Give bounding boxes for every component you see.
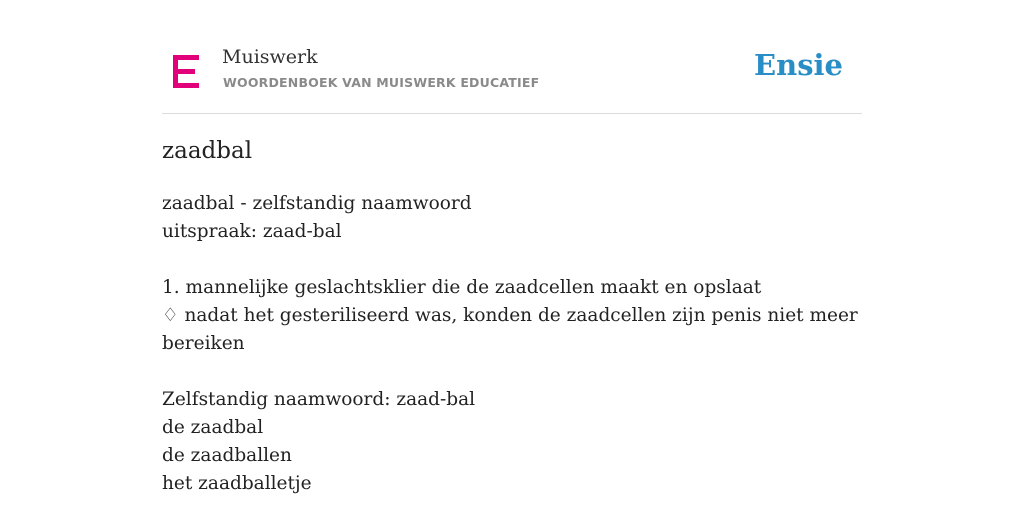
logo-bar-middle xyxy=(173,69,195,74)
forms-heading: Zelfstandig naamwoord: zaad-bal xyxy=(162,389,476,410)
muiswerk-logo-icon[interactable] xyxy=(173,55,199,88)
site-subtitle: WOORDENBOEK VAN MUISWERK EDUCATIEF xyxy=(223,75,540,90)
page-container xyxy=(162,0,862,494)
form-diminutive: het zaadballetje xyxy=(162,473,312,494)
page-title: zaadbal xyxy=(162,138,253,164)
logo-bar-bottom xyxy=(173,83,199,88)
meaning-line: 1. mannelijke geslachtsklier die de zaadcellen maakt en opslaat xyxy=(162,277,762,298)
spacer xyxy=(162,358,862,386)
site-header xyxy=(162,0,862,114)
pronunciation-line: uitspraak: zaad-bal xyxy=(162,221,342,242)
word-class-line: zaadbal - zelfstandig naamwoord xyxy=(162,193,472,214)
ensie-brand-link[interactable]: Ensie xyxy=(754,48,843,82)
form-singular: de zaadbal xyxy=(162,417,264,438)
site-name-link[interactable]: Muiswerk xyxy=(222,46,318,68)
definition-body xyxy=(162,190,862,498)
spacer xyxy=(162,246,862,274)
example-line-continued: bereiken xyxy=(162,333,245,354)
form-plural: de zaadballen xyxy=(162,445,292,466)
example-line: ♢ nadat het gesteriliseerd was, konden de zaadcellen zijn penis niet meer xyxy=(162,305,858,326)
